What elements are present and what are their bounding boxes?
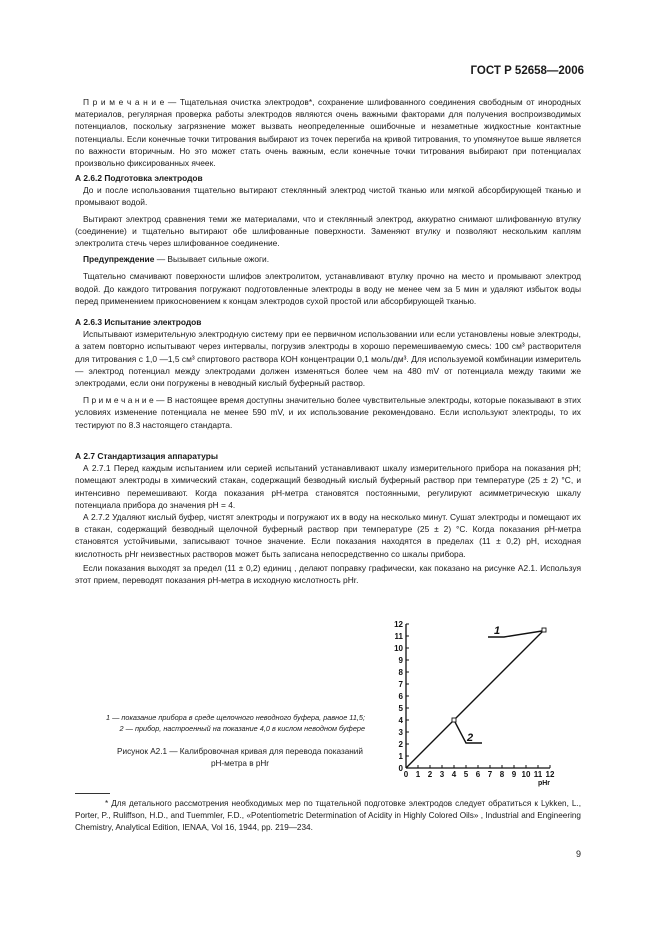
y-tick-label: 0: [398, 764, 403, 773]
y-tick-label: 3: [398, 728, 403, 737]
section-a262-p1: До и после использования тщательно вытирают стеклянный электрод чистой тканью или мягкой абсорбирующей тканью и промывают водой.: [75, 185, 581, 208]
section-a262: [75, 172, 581, 307]
y-tick-label: 9: [398, 656, 403, 665]
y-tick-label: 5: [398, 704, 403, 713]
note-2-text: — В настоящее время доступны значительно более чувствительные электроды, которые показывают в этих условиях изменение потенциала не менее 590 mV, и их использование рекомендовано. Если используют электроды, то их тестируют по 8.3 настоящего стандарта.: [75, 395, 582, 430]
x-tick-label: 0: [403, 770, 409, 779]
marker-label-1: 1: [494, 625, 501, 637]
y-tick-label: 4: [398, 716, 403, 725]
legend-item-2: 2 — прибор, настроенный на показание 4,0 в кислом неводном буфере: [119, 724, 365, 733]
section-a27: [75, 450, 581, 586]
section-a262-p2: Вытирают электрод сравнения теми же материалами, что и стеклянный электрод, аккуратно снимают шлифованную втулку (соединение) и тщательно вытирают обе шлифованные поверхности. Заменяют втулку и позволяют нескольким каплям электролита стечь через шлифованное соединение.: [75, 213, 581, 249]
warning-paragraph: [75, 253, 581, 265]
footnote: [75, 798, 581, 834]
x-tick-label: 3: [439, 770, 445, 779]
x-tick-label: 12: [545, 770, 555, 779]
note-1-label: П р и м е ч а н и е: [83, 97, 165, 107]
x-tick-label: 10: [521, 770, 531, 779]
x-tick-label: 11: [533, 770, 543, 779]
section-a263-heading: А 2.6.3 Испытание электродов: [75, 317, 202, 327]
section-a27-p3: Если показания выходят за предел (11 ± 0,2) единиц , делают поправку графически, как показано на рисунке А2.1. Используя этот прием, переводят показания рН-метра в исходную кислотность рНr.: [75, 562, 581, 586]
section-a262-p3: Тщательно смачивают поверхности шлифов электролитом, устанавливают втулку прочно на место и промывают электрод водой. До каждого титрования погружают подготовленные электроды в воду не менее чем за 5 мин и удаляют избыток воды перед применением прикосновением к концам электродов сухой простой или абсорбирующей тканью.: [75, 271, 581, 306]
warning-text: — Вызывает сильные ожоги.: [154, 254, 270, 265]
footnote-text: * Для детального рассмотрения необходимых мер по тщательной подготовке электродов следует обратиться к Lykken, L., Porter, P., Ruliffson, H.D., and Tuemmler, F.D., «Potentiometric Determination of Acidity in Highly Colored Oils» , Industrial and Engineering Chemistry, Analytical Edition, IENAA, Vol 16, 1944, pp. 219—234.: [75, 799, 581, 832]
x-tick-label: 5: [463, 770, 469, 779]
warning-label: Предупреждение: [83, 254, 155, 265]
y-tick-label: 8: [398, 668, 403, 677]
point-2-marker: [452, 718, 456, 722]
y-tick-label: 2: [398, 740, 403, 749]
y-tick-label: 12: [394, 620, 403, 629]
y-tick-label: 7: [398, 680, 403, 689]
x-axis-label: рНr: [537, 780, 551, 787]
note-1-paragraph: [75, 96, 581, 169]
x-tick-label: 9: [511, 770, 517, 779]
footnote-separator: [75, 793, 110, 794]
section-a262-heading: А 2.6.2 Подготовка электродов: [75, 173, 203, 183]
legend-item-1: 1 — показание прибора в среде щелочного неводного буфера, равное 11,5;: [105, 713, 365, 722]
calibration-line: [406, 630, 544, 768]
y-tick-label: 1: [398, 752, 403, 761]
x-tick-label: 7: [487, 770, 493, 779]
section-a271-paragraph: А 2.7.1 Перед каждым испытанием или серией испытаний устанавливают шкалу измерительного прибора на показания рН; помещают электроды в химический стакан, содержащий безводный кислый буферный раствор при температуре (25 ± 2) °С, и интенсивно перемешивают. Когда показания рН-метра становятся постоянными, регулируют асимметрическую шкалу потенциала прибора до значения рН = 4.: [75, 463, 581, 510]
x-tick-label: 2: [427, 770, 433, 779]
marker-label-2: 2: [467, 732, 474, 744]
section-a263: [75, 316, 581, 431]
x-tick-label: 4: [451, 770, 457, 779]
note-2-label: П р и м е ч а н и е: [83, 395, 154, 406]
figure-legend: [75, 712, 365, 734]
y-tick-label: 10: [394, 644, 403, 653]
section-a27-heading: А 2.7 Стандартизация аппаратуры: [75, 451, 218, 461]
y-tick-label: 11: [394, 632, 403, 641]
page-number: 9: [575, 849, 581, 859]
note-1-text: — Тщательная очистка электродов*, сохранение шлифованного соединения свободным от инородных материалов, регулярная проверка работы электродов являются очень важными факторами для получения воспроизводимых потенциалов, поскольку загрязнение может вызвать неопределенные ошибочные и незаметные жидкостные контактные потенциалы. Если конечные точки титрования выбирают из точек перегиба на кривой титрования, то упомянутое выше является по важности вторичным. Но это может стать очень важным, если конечные точки титрования выбирают при потенциалах произвольно фиксированных ячеек.: [75, 97, 581, 169]
x-tick-label: 8: [499, 770, 505, 779]
note-1: [75, 96, 581, 169]
note-2-paragraph: [75, 394, 581, 431]
chart-ticks: [394, 620, 555, 787]
section-a272-paragraph: А 2.7.2 Удаляют кислый буфер, чистят электроды и погружают их в воду на несколько минут. Сушат электроды и помещают их в стакан, содержащий безводный щелочной буферный раствор при температуре (25 ± 2) °С. Когда показания рН-метра становятся устойчивыми, записывают точное значение. Если показания находятся в пределах (11 ± 0,2) рН, исходная кислотность рНr неизвестных растворов может быть записана непосредственно со шкалы прибора.: [75, 512, 581, 559]
point-1-marker: [542, 628, 546, 632]
calibration-chart: [370, 598, 670, 787]
y-tick-label: 6: [398, 692, 403, 701]
section-a263-p1: Испытывают измерительную электродную систему при ее первичном использовании или если установлены новые электроды, а затем повторно испытывают через интервалы, погрузив электроды в хорошо перемешиваемую смесь: 100 см³ растворителя для титрования с 1,0 —1,5 см³ спиртового раствора КОН концентрации 0,1 моль/дм³. Для используемой комбинации измеритель — электрод потенциал между электродами должен изменяться более чем на 480 mV от потенциала между такими же электродами, если они погружены в неводный кислый буферный раствор.: [75, 329, 581, 389]
figure-caption: Рисунок А2.1 — Калибровочная кривая для перевода показаний рН-метра в рНr: [117, 747, 363, 768]
x-tick-label: 1: [415, 770, 421, 779]
document-code: ГОСТ Р 52658—2006: [470, 65, 584, 77]
x-tick-label: 6: [475, 770, 481, 779]
chart-series: [406, 630, 544, 768]
